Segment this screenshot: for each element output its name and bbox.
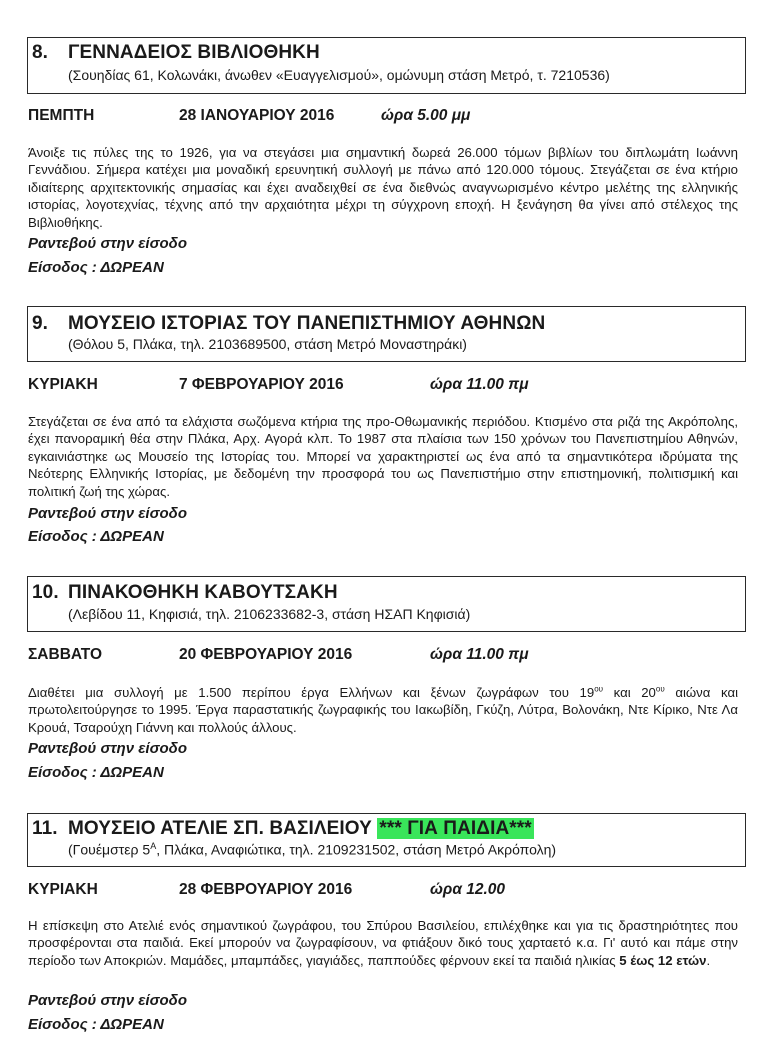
event-10-date: 20 ΦΕΒΡΟΥΑΡΙΟΥ 2016: [179, 646, 353, 663]
event-8-description: Άνοιξε τις πύλες της το 1926, για να στεγάσει μια σημαντική δωρεά 26.000 τόμων βιβλίων του διπλωμάτη Ιωάννη Γεννάδιου. Σήμερα κατέχει μια μοναδική ερευνητική συλλογή με πάνω από 120.000 τόμους. Στεγάζεται σε ένα κτήριο ιδιαίτερης αρχιτεκτονικής σημασίας και έχει αναδειχθεί σε ένα διεθνώς αναγνωρισμένο κέντρο μελέτης της ελληνικής ιστορίας, λογοτεχνίας, τέχνης από την αρχαιότητα μέχρι τη σύγχρονη εποχή. Η ξενάγηση θα γίνει από στέλεχος της Βιβλιοθήκης.: [28, 145, 738, 230]
event-10-desc-a: Διαθέτει μια συλλογή με 1.500 περίπου έργα Ελλήνων και ξένων ζωγράφων του 19: [28, 685, 595, 700]
event-9-date: 7 ΦΕΒΡΟΥΑΡΙΟΥ 2016: [179, 376, 344, 393]
event-10-desc-sup2: ου: [655, 684, 665, 694]
event-8-title: [32, 42, 320, 64]
event-8-time: ώρα 5.00 μμ: [381, 107, 471, 124]
event-9-title-box: [27, 306, 746, 362]
event-11-title-box: [27, 813, 746, 867]
event-11-desc-age: 5 έως 12 ετών: [619, 952, 707, 968]
event-8-meeting: Ραντεβού στην είσοδο: [28, 235, 188, 252]
event-11-highlight-badge: *** ΓΙΑ ΠΑΙΔΙΑ***: [379, 818, 532, 839]
event-8-day: ΠΕΜΠΤΗ: [28, 107, 95, 124]
event-10-title-box: [27, 576, 746, 632]
event-9-time: ώρα 11.00 πμ: [430, 376, 529, 393]
event-11-address-sup: Α: [150, 841, 157, 851]
event-10-title-text: ΠΙΝΑΚΟΘΗΚΗ ΚΑΒΟΥΤΣΑΚΗ: [68, 582, 338, 603]
event-10-day: ΣΑΒΒΑΤΟ: [28, 646, 103, 663]
event-11-number: 11.: [32, 818, 58, 839]
event-10-address: (Λεβίδου 11, Κηφισιά, τηλ. 2106233682-3, στάση ΗΣΑΠ Κηφισιά): [68, 606, 471, 622]
event-11-meeting: Ραντεβού στην είσοδο: [28, 992, 188, 1009]
event-10-meeting: Ραντεβού στην είσοδο: [28, 740, 188, 757]
event-10-time: ώρα 11.00 πμ: [430, 646, 529, 663]
event-10-entry: Είσοδος : ΔΩΡΕΑΝ: [28, 764, 164, 781]
event-8-address: (Σουηδίας 61, Κολωνάκι, άνωθεν «Ευαγγελισμού», ομώνυμη στάση Μετρό, τ. 7210536): [68, 67, 610, 83]
event-11-date: 28 ΦΕΒΡΟΥΑΡΙΟΥ 2016: [179, 881, 353, 898]
event-11-address-a: (Γουέμστερ 5: [68, 841, 151, 858]
event-9-meeting: Ραντεβού στην είσοδο: [28, 505, 188, 522]
event-8-title-text: ΓΕΝΝΑΔΕΙΟΣ ΒΙΒΛΙΟΘΗΚΗ: [68, 42, 320, 63]
event-8-title-box: [27, 37, 746, 94]
event-8-entry: Είσοδος : ΔΩΡΕΑΝ: [28, 259, 164, 276]
event-11-description: [28, 917, 738, 969]
event-11-desc-end: .: [706, 952, 711, 968]
event-9-day: ΚΥΡΙΑΚΗ: [28, 376, 98, 393]
event-8-date: 28 ΙΑΝΟΥΑΡΙΟΥ 2016: [179, 107, 335, 124]
event-11-desc-a: Η επίσκεψη στο Ατελιέ ενός σημαντικού ζωγράφου, του Σπύρου Βασιλείου, επιλέχθηκε και για τις δραστηριότητες που προσφέρονται στα παιδιά. Εκεί μπορούν να ζωγραφίσουν, να φτιάξουν δικό τους χαρταετό κ.α. Γι' αυτό και πάμε στην περίοδο των Αποκριών. Μαμάδες, μπαμπάδες, γιαγιάδες, παππούδες φέρνουν εκεί τα παιδιά ηλικίας: [28, 918, 738, 968]
event-10-number: 10.: [32, 582, 59, 603]
event-11-day: ΚΥΡΙΑΚΗ: [28, 881, 98, 898]
event-11-title-text: ΜΟΥΣΕΙΟ ΑΤΕΛΙΕ ΣΠ. ΒΑΣΙΛΕΙΟΥ: [68, 818, 372, 839]
event-9-title: [32, 313, 545, 335]
event-9-address: (Θόλου 5, Πλάκα, τηλ. 2103689500, στάση Μετρό Μοναστηράκι): [68, 336, 467, 352]
event-11-time: ώρα 12.00: [430, 881, 506, 898]
event-10-desc-b: και 20: [603, 685, 656, 700]
event-8-number: 8.: [32, 42, 49, 63]
event-10-desc-c: αιώνα και πρωτολειτούργησε το 1995. Έργα παραστατικής ζωγραφικής του Ιακωβίδη, Γκύζη, Λύτρα, Βολονάκη, Ντε Κίρικο, Ντε Λα Κρουά, Τσαρούχη Γιάννη και πολλούς άλλους.: [28, 685, 738, 735]
event-9-description: Στεγάζεται σε ένα από τα ελάχιστα σωζόμενα κτήρια της προ-Οθωμανικής περιόδου. Κτισμένο στα ριζά της Ακρόπολης, έχει πανοραμική θέα στην Πλάκα, Αρχ. Αγορά κλπ. Το 1987 στα πλαίσια των 150 χρόνων του Πανεπιστημίου Αθηνών, εγκαινιάστηκε ως Μουσείο της Ιστορίας του. Μπορεί να χαρακτηριστεί ως ένα από τα σημαντικότερα ιδρύματα της Νεότερης Ελληνικής Ιστορίας, με δεδομένη την προσφορά του ως Πανεπιστήμιο στην επιστημονική, πολιτισμική και πολιτική ζωή της χώρας.: [28, 414, 738, 499]
event-10-description: [28, 684, 738, 736]
event-9-title-text: ΜΟΥΣΕΙΟ ΙΣΤΟΡΙΑΣ ΤΟΥ ΠΑΝΕΠΙΣΤΗΜΙΟΥ ΑΘΗΝΩΝ: [68, 313, 546, 334]
event-10-title: [32, 582, 338, 604]
event-11-address: [68, 841, 556, 858]
event-11-title: [32, 818, 534, 840]
event-11-address-b: , Πλάκα, Αναφιώτικα, τηλ. 2109231502, στάση Μετρό Ακρόπολη): [156, 841, 557, 858]
event-9-number: 9.: [32, 313, 49, 334]
event-11-entry: Είσοδος : ΔΩΡΕΑΝ: [28, 1016, 164, 1033]
event-10-desc-sup1: ου: [594, 684, 604, 694]
event-9-entry: Είσοδος : ΔΩΡΕΑΝ: [28, 528, 164, 545]
